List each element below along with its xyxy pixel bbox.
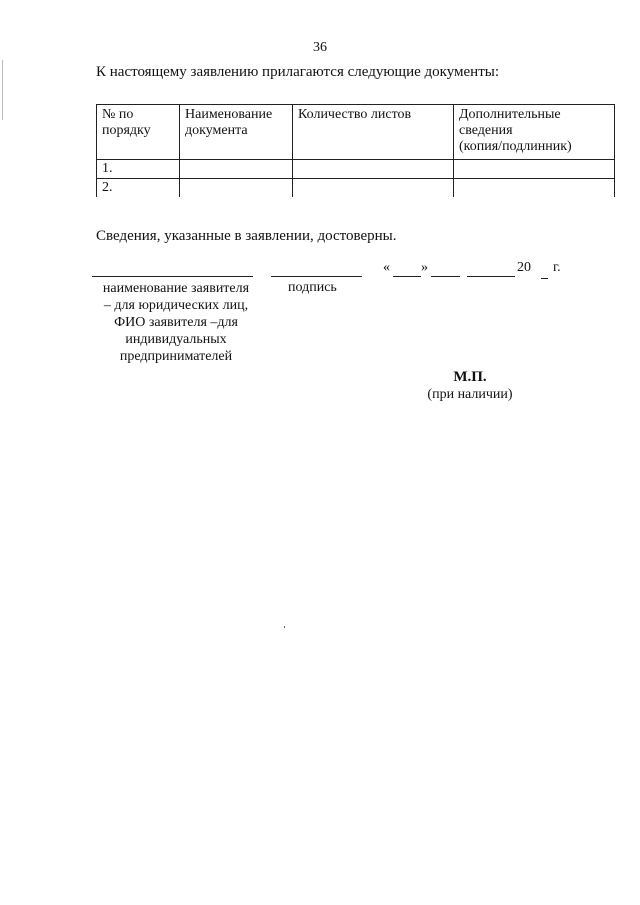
table-cell: 1.	[97, 160, 180, 179]
stamp-note: (при наличии)	[427, 387, 513, 402]
header-cell-number	[97, 105, 180, 160]
caption-line: – для юридических лиц,	[103, 298, 249, 313]
table-row	[97, 160, 615, 179]
date-day-line	[393, 276, 421, 277]
table-cell	[180, 160, 293, 179]
date-open-quote: «	[383, 260, 390, 275]
reliability-statement: Сведения, указанные в заявлении, достоверны.	[96, 228, 397, 244]
caption-line: предпринимателей	[119, 349, 233, 364]
table-cell	[180, 179, 293, 198]
header-text: документа	[185, 123, 248, 138]
caption-line: индивидуальных	[125, 332, 227, 347]
stamp-label: М.П.	[453, 369, 487, 385]
date-close-quote: »	[421, 260, 428, 275]
date-day-line-tail	[431, 276, 460, 277]
table-row	[97, 179, 615, 198]
caption-line: ФИО заявителя –для	[114, 315, 238, 330]
header-cell-extra	[454, 105, 615, 160]
table-header-row	[97, 105, 615, 160]
caption-line: наименование заявителя	[102, 281, 250, 296]
scan-dot	[284, 626, 285, 628]
header-cell-name	[180, 105, 293, 160]
applicant-caption	[88, 280, 264, 365]
header-text: № по	[102, 107, 134, 122]
date-year-line	[541, 278, 548, 279]
header-text: Дополнительные	[459, 107, 561, 122]
table-cell	[293, 160, 454, 179]
header-text: сведения	[459, 123, 513, 138]
header-cell-sheets	[293, 105, 454, 160]
table-cell	[454, 179, 615, 198]
page-number: 36	[313, 40, 327, 55]
applicant-name-line	[92, 276, 253, 277]
table-cell	[454, 160, 615, 179]
signature-caption: подпись	[288, 280, 337, 295]
stamp-placeholder	[410, 368, 530, 404]
date-year-prefix: 20	[517, 260, 531, 275]
date-year-suffix: г.	[553, 260, 561, 275]
header-text: Количество листов	[298, 107, 412, 122]
table-cell: 2.	[97, 179, 180, 198]
table-cell	[293, 179, 454, 198]
signature-line	[271, 276, 362, 277]
scan-edge-mark	[2, 60, 3, 120]
header-text: (копия/подлинник)	[459, 139, 572, 154]
header-text: порядку	[102, 123, 151, 138]
attachments-table	[96, 104, 615, 197]
date-month-line	[467, 276, 515, 277]
header-text: Наименование	[185, 107, 273, 122]
attachments-intro: К настоящему заявлению прилагаются следующие документы:	[96, 64, 500, 80]
